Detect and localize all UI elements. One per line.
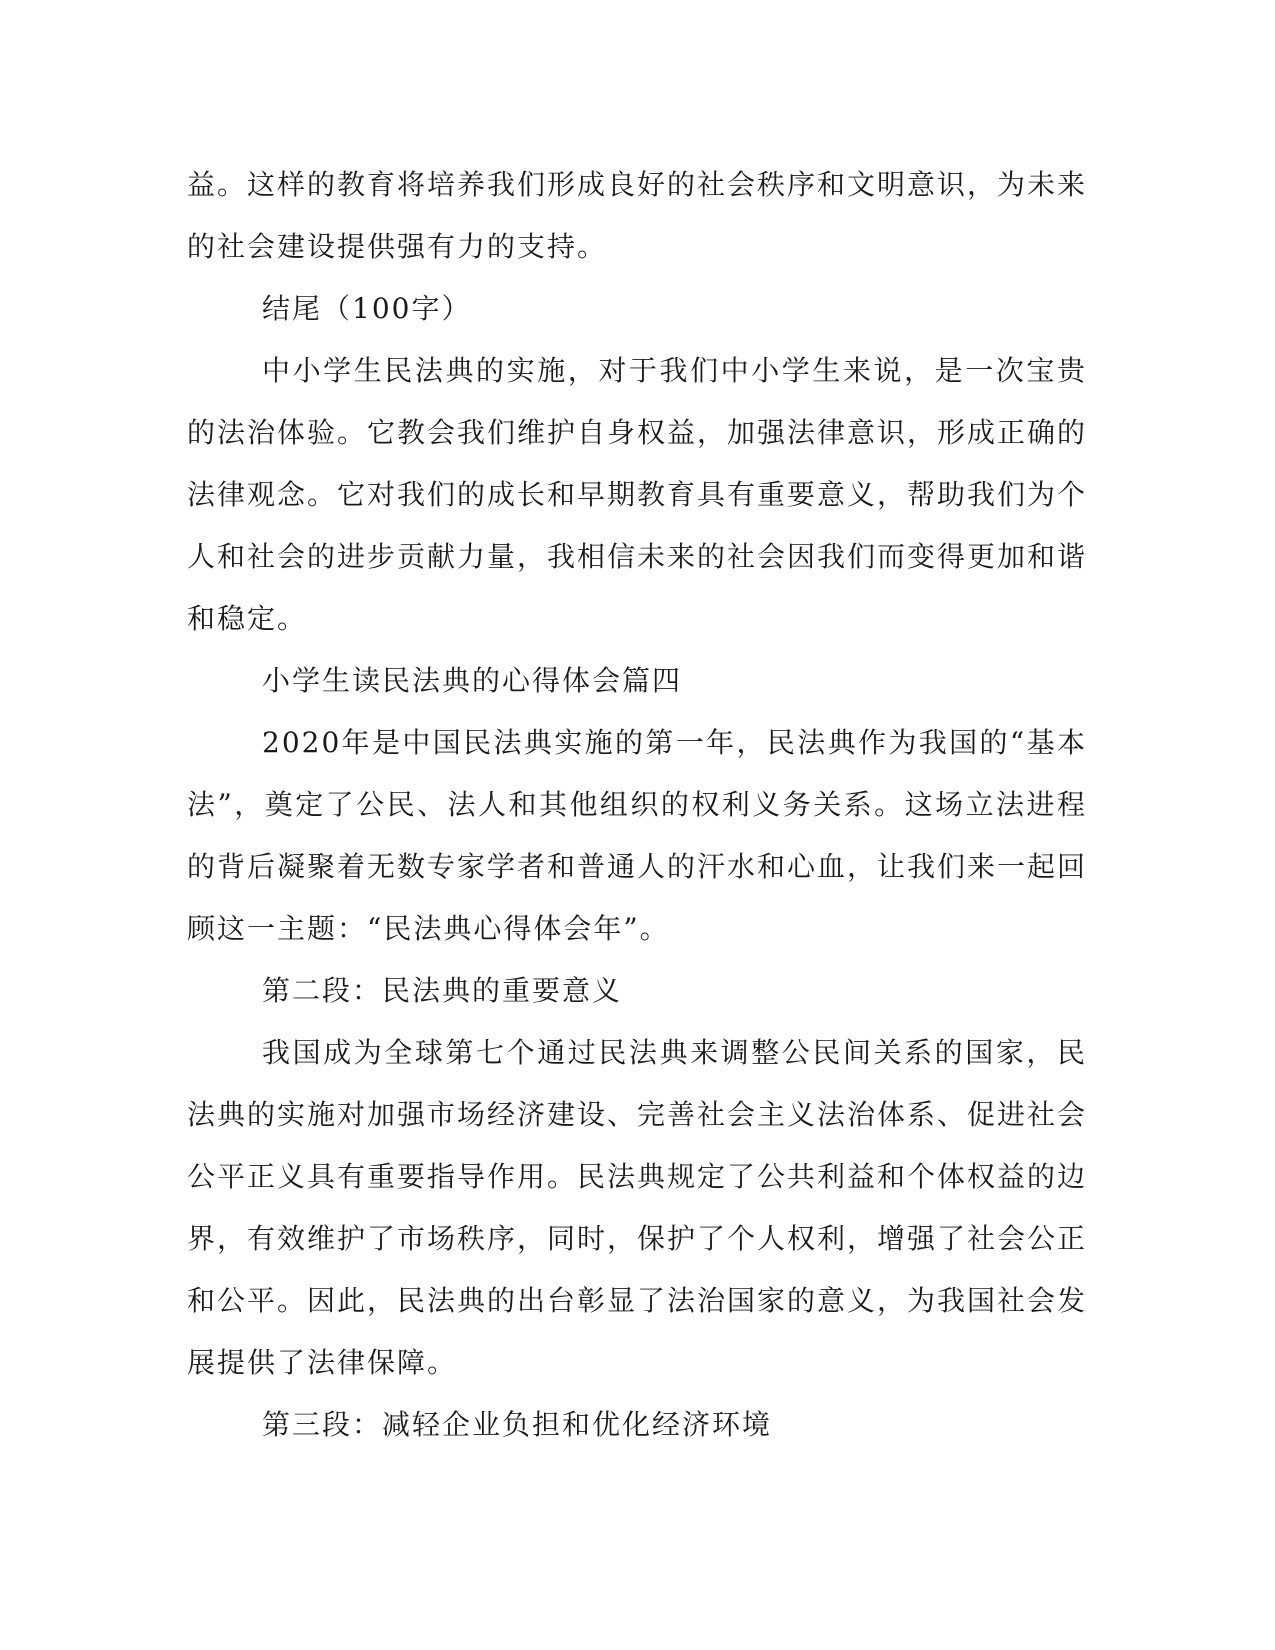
paragraph-continuation: 益。这样的教育将培养我们形成良好的社会秩序和文明意识，为未来的社会建设提供强有力的支持。	[187, 168, 1088, 263]
paragraph-significance: 我国成为全球第七个通过民法典来调整公民间关系的国家，民法典的实施对加强市场经济建设、完善社会主义法治体系、促进社会公平正义具有重要指导作用。民法典规定了公共利益和个体权益的边界，有效维护了市场秩序，同时，保护了个人权利，增强了社会公正和公平。因此，民法典的出台彰显了法治国家的意义，为我国社会发展提供了法律保障。	[187, 1036, 1088, 1379]
paragraph-conclusion: 中小学生民法典的实施，对于我们中小学生来说，是一次宝贵的法治体验。它教会我们维护自身权益，加强法律意识，形成正确的法律观念。它对我们的成长和早期教育具有重要意义，帮助我们为个人和社会的进步贡献力量，我相信未来的社会因我们而变得更加和谐和稳定。	[187, 354, 1088, 635]
section-heading-conclusion: 结尾（100字）	[262, 292, 472, 325]
paragraph-intro: 2020年是中国民法典实施的第一年，民法典作为我国的“基本法”，奠定了公民、法人和其他组织的权利义务关系。这场立法进程的背后凝聚着无数专家学者和普通人的汗水和心血，让我们来一起回顾这一主题：“民法典心得体会年”。	[187, 726, 1088, 945]
section-heading-second: 第二段：民法典的重要意义	[262, 974, 623, 1007]
article-title-part-four: 小学生读民法典的心得体会篇四	[262, 664, 683, 697]
document-body	[187, 154, 1087, 1456]
section-heading-third: 第三段：减轻企业负担和优化经济环境	[262, 1408, 773, 1441]
